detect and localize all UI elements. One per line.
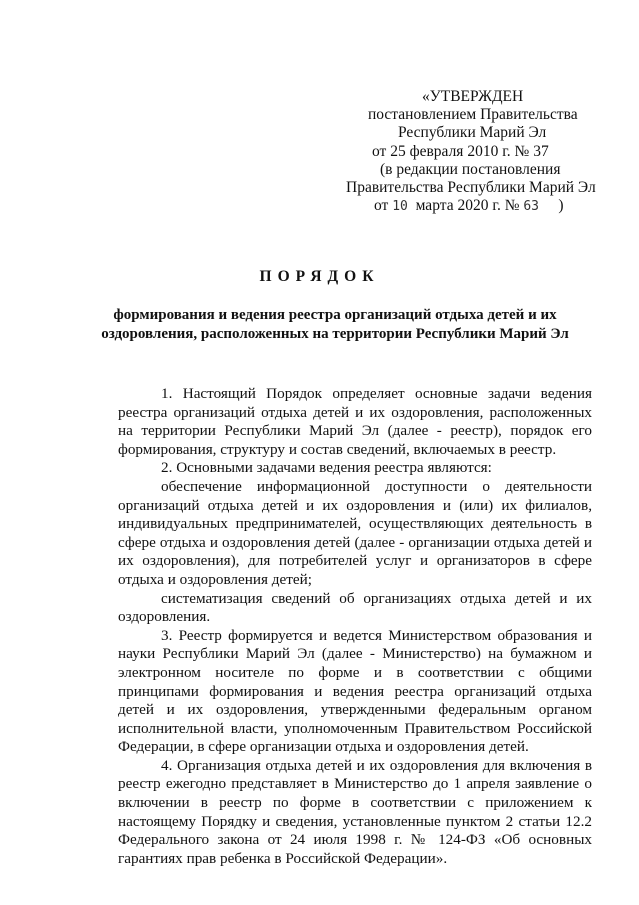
approval-line: «УТВЕРЖДЕН <box>422 88 524 105</box>
paragraph-2: 2. Основными задачами ведения реестра являются: <box>161 459 492 477</box>
approval-date-prefix: от <box>374 197 389 215</box>
approval-line: Правительства Республики Марий Эл <box>346 179 596 197</box>
document-body <box>118 385 592 868</box>
paragraph-2-item-1: обеспечение информационной доступности о деятельности организаций отдыха детей и их оздоровления и (или) их филиалов, индивидуальных предпринимателей, осуществляющих деятельность в сфере отдыха и оздоровления детей (далее - организации отдыха детей и их оздоровления), для потребителей услуг и организаторов в сфере отдыха и оздоровления детей; <box>118 477 592 588</box>
paragraph-3: 3. Реестр формируется и ведется Министерством образования и науки Республики Марий Эл (далее - Министерство) на бумажном и электронном носителе по форме и в соответствии с общими принципами формирования и ведения реестра организаций отдыха детей и их оздоровления, утвержденными федеральным органом исполнительной власти, уполномоченным Правительством Российской Федерации, в сфере организации отдыха и оздоровления детей. <box>118 626 592 756</box>
paragraph-2-item-2: систематизация сведений об организациях отдыха детей и их оздоровления. <box>118 589 592 626</box>
approval-line: Республики Марий Эл <box>398 124 547 142</box>
paragraph-4: 4. Организация отдыха детей и их оздоровления для включения в реестр ежегодно представляет в Министерство до 1 апреля заявление о включении в реестр по форме в соответствии с приложением к настоящему Порядку и сведения, установленные пунктом 2 статьи 12.2 Федерального закона от 24 июля 1998 г. № 124-ФЗ «Об основных гарантиях прав ребенка в Российской Федерации». <box>118 756 592 867</box>
paragraph-1: 1. Настоящий Порядок определяет основные задачи ведения реестра организаций отдыха детей и их оздоровления, расположенных на территории Республики Марий Эл (далее - реестр), порядок его формирования, структуру и состав сведений, включаемых в реестр. <box>118 385 592 458</box>
approval-last-line <box>318 197 618 216</box>
document-subtitle: формирования и ведения реестра организаций отдыха детей и их оздоровления, расположенных на территории Республики Марий Эл <box>101 307 569 342</box>
approval-line: постановлением Правительства <box>368 106 578 124</box>
handwritten-number: 63 <box>523 199 540 215</box>
approval-date-mid: марта 2020 г. № <box>415 197 520 215</box>
approval-line: от 25 февраля 2010 г. № 37 <box>372 142 549 160</box>
document-title: ПОРЯДОК <box>259 268 380 285</box>
handwritten-day: 10 <box>392 199 408 215</box>
approval-close-paren: ) <box>558 197 564 215</box>
approval-line: (в редакции постановления <box>380 160 561 178</box>
approval-stamp <box>318 88 618 216</box>
